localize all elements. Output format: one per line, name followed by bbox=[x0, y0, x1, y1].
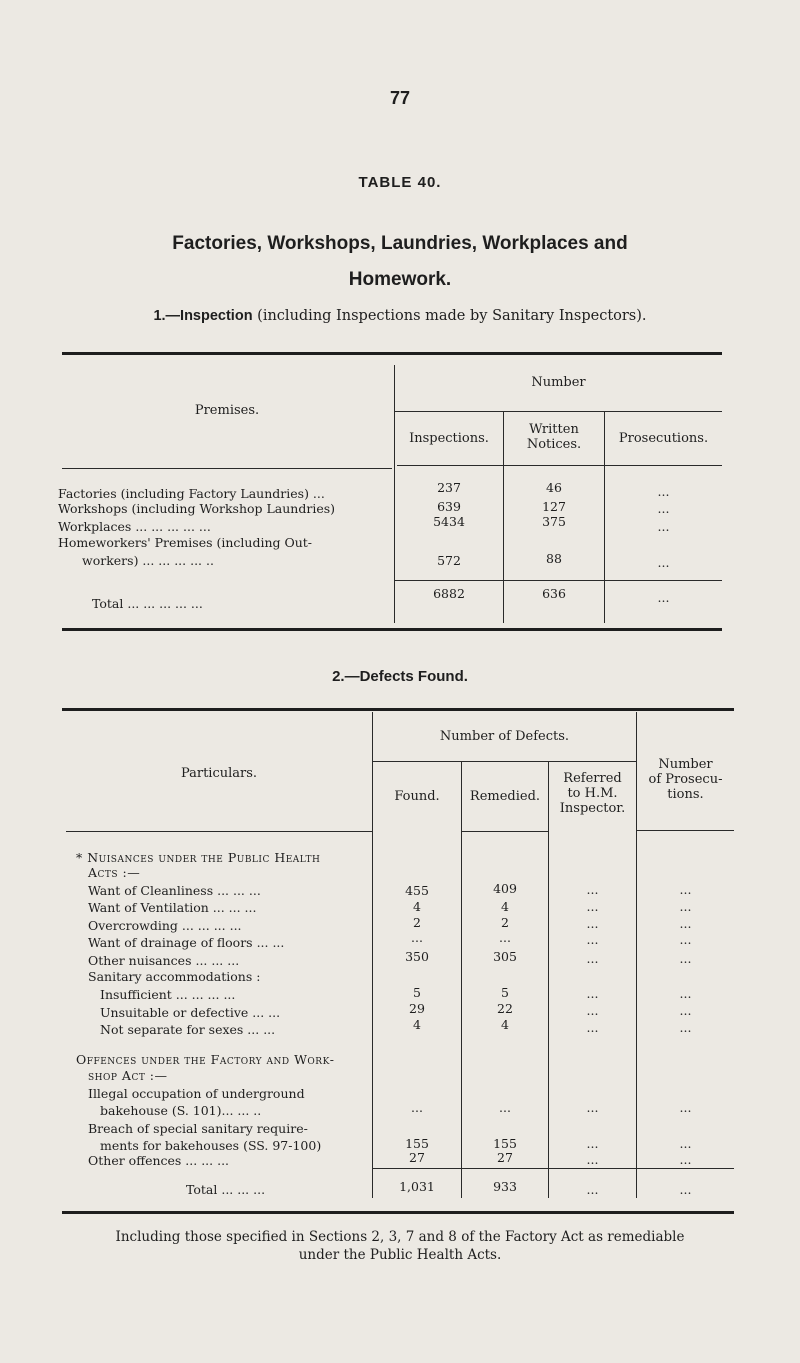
row-referred: ... bbox=[586, 1152, 599, 1167]
header-referred-line1: Referred bbox=[563, 771, 622, 786]
row-remedied: 4 bbox=[501, 899, 509, 914]
row-found: 5 bbox=[413, 985, 421, 1000]
footnote bbox=[0, 1228, 800, 1264]
row-prosecutions: ... bbox=[679, 932, 692, 947]
header-premises: Premises. bbox=[194, 403, 260, 418]
group-heading-offences: Offences under the Factory and Work- bbox=[76, 1052, 335, 1067]
header-found: Found. bbox=[394, 789, 440, 804]
row-found: ... bbox=[411, 930, 423, 945]
section1-heading-bold: 1.—Inspection bbox=[153, 308, 253, 324]
table2-header-underline-mid bbox=[461, 831, 548, 832]
total-notices: 636 bbox=[542, 586, 566, 601]
row-found: 155 bbox=[405, 1136, 429, 1151]
row-notices: 46 bbox=[546, 480, 562, 495]
row-label: Overcrowding ... ... ... ... bbox=[88, 918, 242, 933]
table2-total-rule bbox=[372, 1168, 734, 1169]
row-label: Insufficient ... ... ... ... bbox=[100, 987, 236, 1002]
row-label: Workshops (including Workshop Laundries) bbox=[58, 501, 336, 516]
row-referred: ... bbox=[586, 986, 599, 1001]
header-referred-line2: to H.M. bbox=[567, 786, 618, 801]
table2-bottom-rule bbox=[62, 1211, 734, 1214]
row-referred: ... bbox=[586, 1100, 599, 1115]
row-inspections: 572 bbox=[437, 553, 461, 568]
row-label: Factories (including Factory Laundries) ... bbox=[58, 486, 325, 501]
row-remedied: 22 bbox=[497, 1001, 513, 1016]
row-referred: ... bbox=[586, 882, 599, 897]
table1-total-rule bbox=[394, 580, 722, 581]
table-label: TABLE 40. bbox=[358, 174, 442, 191]
table2-divider-found bbox=[461, 762, 462, 1198]
main-title bbox=[0, 226, 800, 298]
row-referred: ... bbox=[586, 1003, 599, 1018]
row-label-cont: ments for bakehouses (SS. 97-100) bbox=[100, 1138, 322, 1153]
row-found: 4 bbox=[413, 1017, 421, 1032]
row-prosecutions: ... bbox=[657, 484, 670, 499]
table2-header-underline-right bbox=[636, 830, 734, 831]
row-prosecutions: ... bbox=[657, 501, 670, 516]
row-label: Unsuitable or defective ... ... bbox=[100, 1005, 281, 1020]
row-remedied: 5 bbox=[501, 985, 509, 1000]
row-referred: ... bbox=[586, 1020, 599, 1035]
row-inspections: 5434 bbox=[433, 514, 465, 529]
footnote-line1: Including those specified in Sections 2, 3, 7 and 8 of the Factory Act as remediable bbox=[115, 1229, 685, 1245]
total-label: Total ... ... ... ... ... bbox=[92, 596, 203, 611]
row-label: Other offences ... ... ... bbox=[88, 1153, 230, 1168]
row-found: 2 bbox=[413, 915, 421, 930]
row-prosecutions: ... bbox=[679, 1003, 692, 1018]
header-number: Number bbox=[531, 375, 586, 390]
row-remedied: ... bbox=[499, 930, 511, 945]
total-remedied: 933 bbox=[493, 1179, 517, 1194]
row-prosecutions: ... bbox=[679, 916, 692, 931]
header-prosec-line2: of Prosecu- bbox=[648, 772, 723, 787]
row-prosecutions: ... bbox=[679, 882, 692, 897]
main-title-line2: Homework. bbox=[348, 269, 452, 290]
header-written-line1: Written bbox=[529, 422, 579, 437]
header-inspections: Inspections. bbox=[409, 431, 489, 446]
row-prosecutions: ... bbox=[679, 899, 692, 914]
page-number: 77 bbox=[389, 88, 411, 108]
row-label: Homeworkers' Premises (including Out- bbox=[58, 535, 313, 550]
section1-heading-rest: (including Inspections made by Sanitary Inspectors). bbox=[252, 308, 647, 324]
row-remedied: 27 bbox=[497, 1150, 513, 1165]
header-prosec-line1: Number bbox=[658, 757, 713, 772]
row-label: Illegal occupation of underground bbox=[88, 1086, 305, 1101]
row-prosecutions: ... bbox=[657, 555, 670, 570]
row-referred: ... bbox=[586, 951, 599, 966]
row-remedied: 305 bbox=[493, 949, 517, 964]
row-remedied: 4 bbox=[501, 1017, 509, 1032]
row-referred: ... bbox=[586, 916, 599, 931]
row-label: Not separate for sexes ... ... bbox=[100, 1022, 276, 1037]
row-label: Want of Cleanliness ... ... ... bbox=[88, 883, 261, 898]
row-label: Workplaces ... ... ... ... ... bbox=[58, 519, 211, 534]
table2-divider-remedied bbox=[548, 762, 549, 1198]
row-label: Want of drainage of floors ... ... bbox=[88, 935, 285, 950]
total-inspections: 6882 bbox=[433, 586, 465, 601]
group-heading-offences-cont: shop Act :— bbox=[88, 1068, 168, 1083]
row-notices: 375 bbox=[542, 514, 566, 529]
row-label: Breach of special sanitary require- bbox=[88, 1121, 308, 1136]
section1-heading bbox=[0, 308, 800, 324]
row-remedied: ... bbox=[499, 1100, 511, 1115]
header-referred-line3: Inspector. bbox=[559, 801, 626, 816]
footnote-line2: under the Public Health Acts. bbox=[298, 1247, 502, 1263]
table1-header-underline-left bbox=[62, 468, 392, 469]
total-referred: ... bbox=[586, 1182, 599, 1197]
row-prosecutions: ... bbox=[679, 1136, 692, 1151]
table2-top-rule bbox=[62, 708, 734, 711]
row-prosecutions: ... bbox=[657, 519, 670, 534]
row-referred: ... bbox=[586, 899, 599, 914]
table1-top-rule bbox=[62, 352, 722, 355]
row-prosecutions: ... bbox=[679, 951, 692, 966]
group-heading-nuisances: * Nuisances under the Public Health bbox=[76, 850, 321, 865]
section2-heading: 2.—Defects Found. bbox=[332, 668, 468, 685]
row-inspections: 639 bbox=[437, 499, 461, 514]
row-notices: 88 bbox=[546, 551, 562, 566]
header-remedied: Remedied. bbox=[469, 789, 541, 804]
row-remedied: 2 bbox=[501, 915, 509, 930]
row-found: 27 bbox=[409, 1150, 425, 1165]
row-notices: 127 bbox=[542, 499, 566, 514]
row-label-cont: bakehouse (S. 101)... ... .. bbox=[100, 1103, 262, 1118]
table1-bottom-rule bbox=[62, 628, 722, 631]
row-prosecutions: ... bbox=[679, 1152, 692, 1167]
header-written-line2: Notices. bbox=[526, 437, 582, 452]
row-label: Want of Ventilation ... ... ... bbox=[88, 900, 257, 915]
total-label: Total ... ... ... bbox=[186, 1182, 266, 1197]
header-particulars: Particulars. bbox=[180, 766, 258, 781]
main-title-line1: Factories, Workshops, Laundries, Workplaces and bbox=[172, 233, 628, 254]
table1-number-underline bbox=[394, 411, 722, 412]
header-referred bbox=[549, 771, 636, 816]
header-written-notices bbox=[504, 422, 604, 452]
row-remedied: 409 bbox=[493, 881, 517, 896]
row-referred: ... bbox=[586, 1136, 599, 1151]
total-found: 1,031 bbox=[399, 1179, 435, 1194]
row-found: 29 bbox=[409, 1001, 425, 1016]
table1-header-underline-right bbox=[397, 465, 722, 466]
row-label-cont: workers) ... ... ... ... .. bbox=[82, 553, 214, 568]
table2-header-underline-left bbox=[66, 831, 372, 832]
row-found: 4 bbox=[413, 899, 421, 914]
total-prosecutions: ... bbox=[657, 590, 670, 605]
row-prosecutions: ... bbox=[679, 986, 692, 1001]
row-found: ... bbox=[411, 1100, 423, 1115]
header-prosecutions-count bbox=[637, 757, 734, 802]
row-found: 350 bbox=[405, 949, 429, 964]
header-prosecutions: Prosecutions. bbox=[618, 431, 709, 446]
total-prosecutions: ... bbox=[679, 1182, 692, 1197]
row-found: 455 bbox=[405, 883, 429, 898]
row-label: Other nuisances ... ... ... bbox=[88, 953, 240, 968]
table2-defects-underline bbox=[372, 761, 636, 762]
row-referred: ... bbox=[586, 932, 599, 947]
sanitary-subheading: Sanitary accommodations : bbox=[88, 969, 261, 984]
group-heading-nuisances-cont: Acts :— bbox=[88, 865, 141, 880]
row-prosecutions: ... bbox=[679, 1100, 692, 1115]
header-number-of-defects: Number of Defects. bbox=[439, 729, 570, 744]
row-remedied: 155 bbox=[493, 1136, 517, 1151]
row-inspections: 237 bbox=[437, 480, 461, 495]
row-prosecutions: ... bbox=[679, 1020, 692, 1035]
header-prosec-line3: tions. bbox=[667, 787, 704, 802]
